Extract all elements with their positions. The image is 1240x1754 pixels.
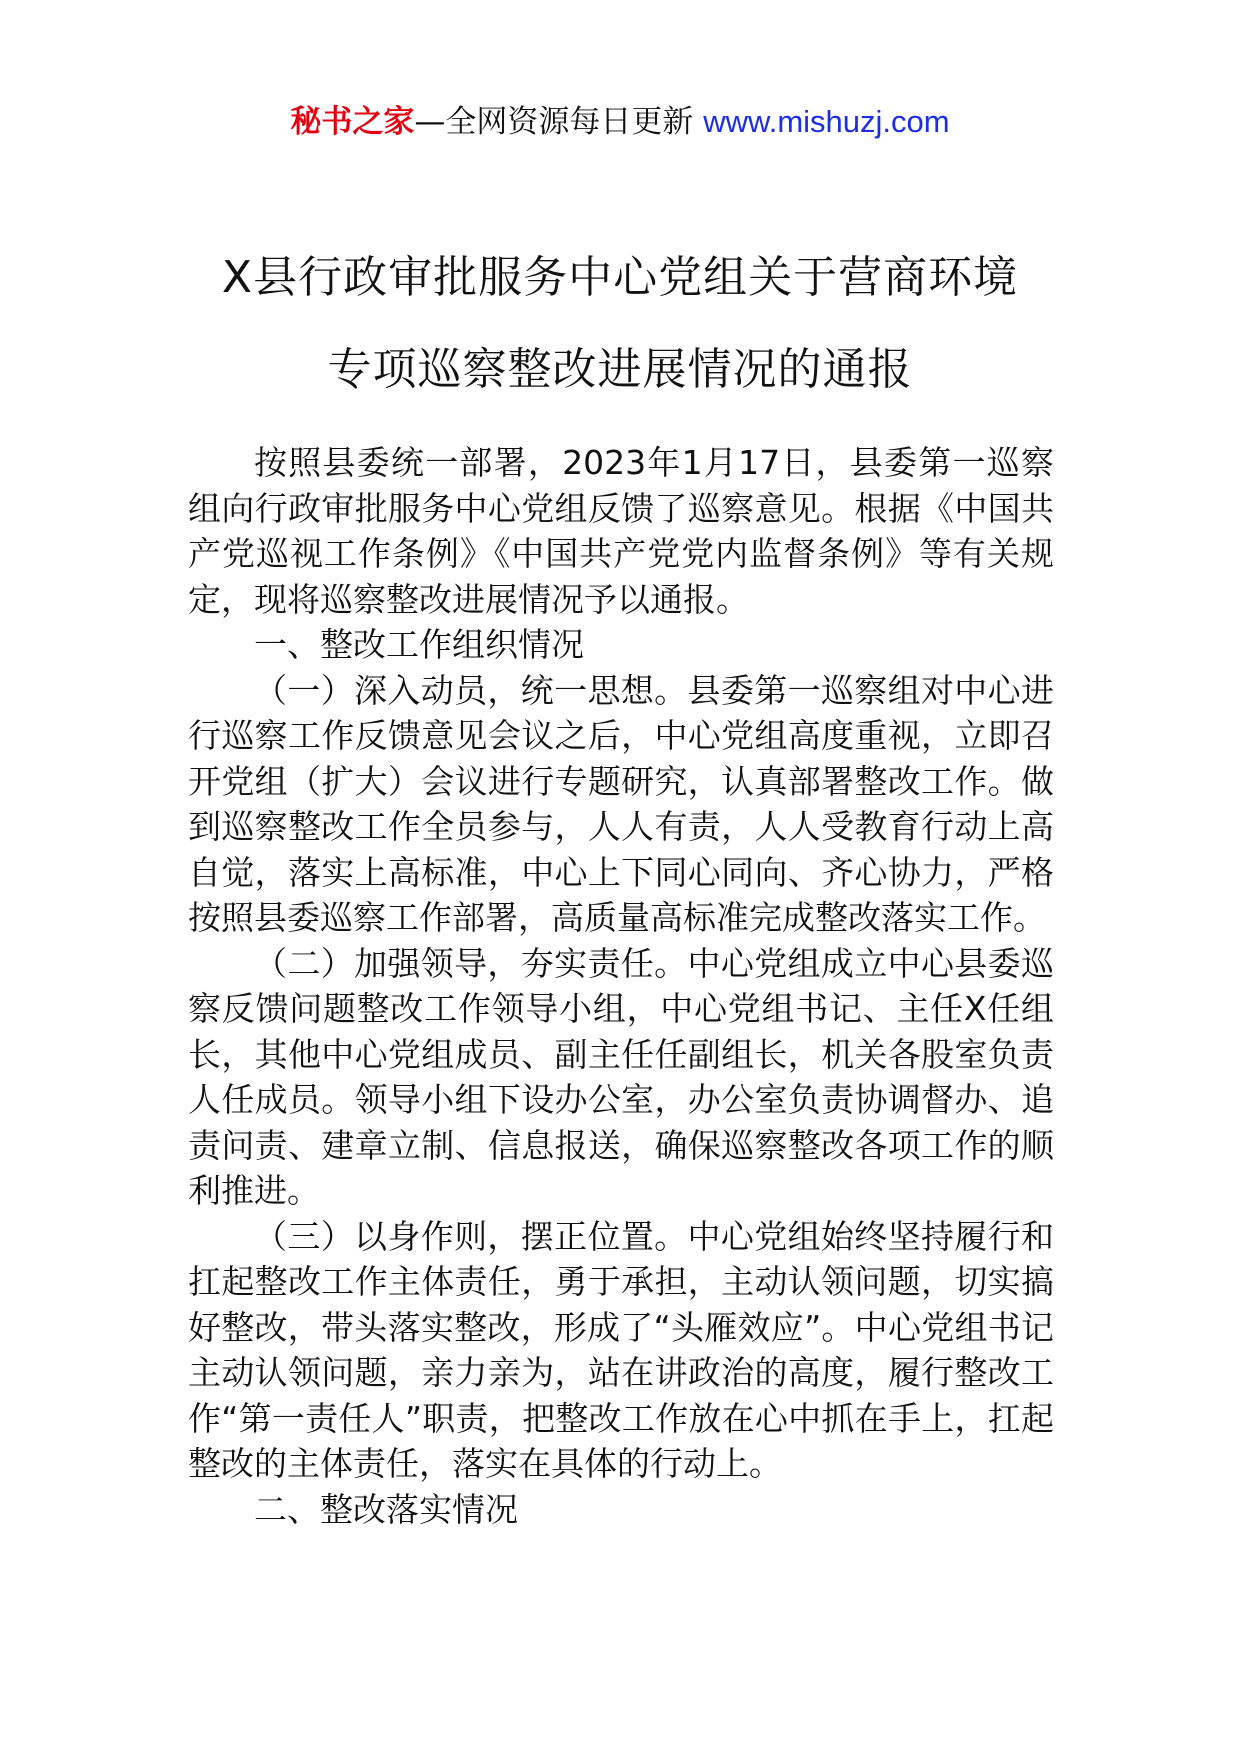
section-heading-2: 二、整改落实情况 [254, 1489, 518, 1529]
document-body [188, 440, 1054, 1532]
site-slogan: —全网资源每日更新 [414, 104, 704, 140]
document-title [0, 232, 1240, 416]
paragraph-example: （三）以身作则，摆正位置。中心党组始终坚持履行和扛起整改工作主体责任，勇于承担，主动认领问题，切实搞好整改，带头落实整改，形成了“头雁效应”。中心党组书记主动认领问题，亲力亲为，站在讲政治的高度，履行整改工作“第一责任人”职责，把整改工作放在心中抓在手上，扛起整改的主体责任，落实在具体的行动上。 [188, 1216, 1054, 1483]
paragraph-leadership: （二）加强领导，夯实责任。中心党组成立中心县委巡察反馈问题整改工作领导小组，中心党组书记、主任X任组长，其他中心党组成员、副主任任副组长，机关各股室负责人任成员。领导小组下设办公室，办公室负责协调督办、追责问责、建章立制、信息报送，确保巡察整改各项工作的顺利推进。 [188, 943, 1054, 1210]
site-brand: 秘书之家 [290, 104, 415, 140]
title-line-2: 专项巡察整改进展情况的通报 [327, 344, 913, 395]
site-url-link[interactable]: www.mishuzj.com [703, 104, 950, 139]
site-header [0, 100, 1240, 144]
title-line-1: X县行政审批服务中心党组关于营商环境 [221, 252, 1019, 303]
section-heading-1: 一、整改工作组织情况 [254, 625, 584, 664]
paragraph-intro: 按照县委统一部署，2023年1月17日，县委第一巡察组向行政审批服务中心党组反馈了巡察意见。根据《中国共产党巡视工作条例》《中国共产党党内监督条例》等有关规定，现将巡察整改进展情况予以通报。 [188, 443, 1054, 619]
paragraph-mobilization: （一）深入动员，统一思想。县委第一巡察组对中心进行巡察工作反馈意见会议之后，中心党组高度重视，立即召开党组（扩大）会议进行专题研究，认真部署整改工作。做到巡察整改工作全员参与，人人有责，人人受教育行动上高自觉，落实上高标准，中心上下同心同向、齐心协力，严格按照县委巡察工作部署，高质量高标准完成整改落实工作。 [188, 670, 1054, 937]
